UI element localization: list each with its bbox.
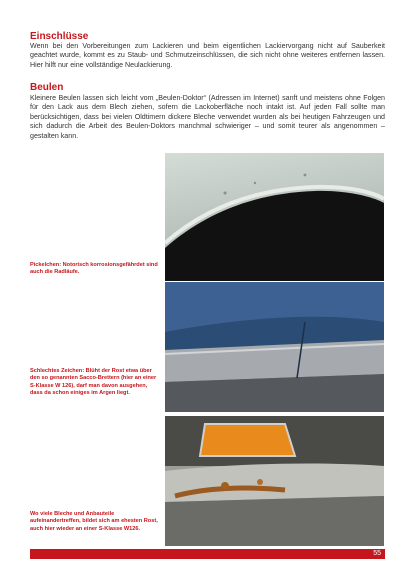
section-text-einschluesse: Wenn bei den Vorbereitungen zum Lackieren und beim eigentlichen Lackiervorgang nicht auf Sauberkeit geachtet wurde, kommt es zu Staub- und Schmutzeinschlüssen, die sich nicht ohne weiteres entfernen lassen. Hier hilft nur eine vollständige Neulackierung. — [30, 42, 385, 69]
section-heading-beulen: Beulen — [30, 82, 64, 93]
caption-blue-sill: Schlechtes Zeichen: Blüht der Rost etwa über den so genannten Sacco-Brettern (hier an einer S-Klasse W 126), darf man davon ausgehen, dass da schon einiges im Argen liegt. — [30, 368, 157, 397]
caption-rusty-bumper: Wo viele Bleche und Anbauteile aufeinandertreffen, bildet sich am ehesten Rost, auch hier wieder an einer S-Klasse W126. — [30, 511, 158, 532]
page-number: 55 — [373, 550, 381, 557]
photo-blue-sill — [165, 282, 384, 412]
photo-wheel-arch — [165, 153, 384, 281]
photo-rusty-bumper — [165, 416, 384, 546]
caption-wheel-arch: Pickelchen: Notorisch korrosionsgefährdet sind auch die Radläufe. — [30, 262, 158, 276]
section-text-beulen: Kleinere Beulen lassen sich leicht vom „Beulen-Doktor“ (Adressen im Internet) sanft und meistens ohne Folgen für den Lack aus dem Blech ziehen, sofern die Lackoberfläche noch intakt ist. Auf jeden Fall sollte man berücksichtigen, dass bei vielen Oldtimern dickere Bleche verwendet wurden als bei heutigen Fahrzeugen und sich dadurch die Arbeit des Beulen-Doktors manchmal schwieriger – und somit teurer als angenommen – gestalten kann. — [30, 94, 385, 140]
footer-bar — [30, 549, 385, 559]
section-heading-einschluesse: Einschlüsse — [30, 31, 89, 42]
